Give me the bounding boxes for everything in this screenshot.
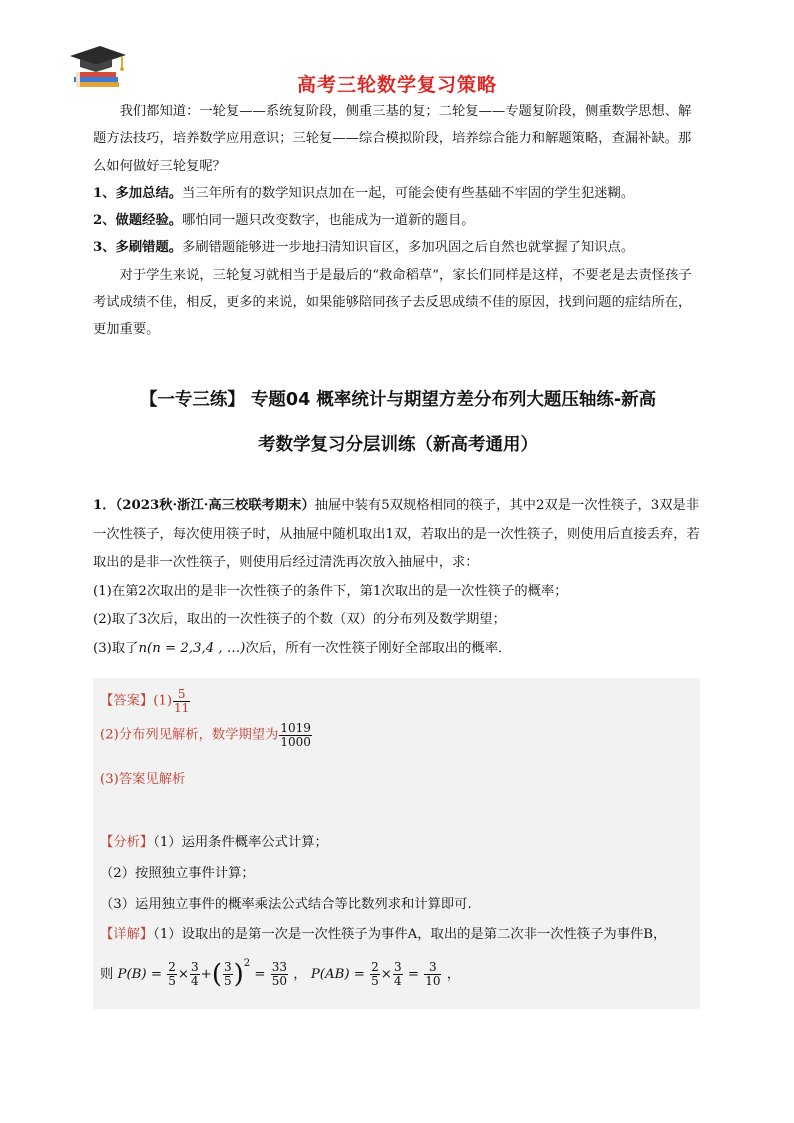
topic-heading-line: 考数学复习分层训练（新高考通用）: [258, 435, 538, 455]
intro-closing-paragraph: 对于学生来说，三轮复习就相当于是最后的“救命稻草”，家长们同样是这样，不要老是去责怪孩子考试成绩不佳，相反，更多的来说，如果能够陪同孩子去反思成绩不佳的原因，找到问题的症结所在，更加重要。: [93, 267, 692, 338]
intro-paragraph: 我们都知道：一轮复——系统复阶段，侧重三基的复；二轮复——专题复阶段，侧重数学思想、解题方法技巧，培养数学应用意识；三轮复——综合模拟阶段，培养综合能力和解题策略，查漏补缺。那么如何做好三轮复呢？: [93, 104, 692, 174]
tip-2: [93, 207, 703, 234]
formula-lead: 则: [100, 967, 114, 982]
formula-end: ，: [446, 967, 461, 982]
answer-3-text: (3)答案见解析: [100, 772, 186, 787]
question-part: (2)取了3次后，取出的一次性筷子的个数（双）的分布列及数学期望；: [93, 612, 506, 627]
tip-label: 2、做题经验。: [93, 213, 183, 229]
formula-fraction: $\frac{2}{5}$: [371, 960, 379, 988]
formula-fraction: $\frac{3}{4}$: [393, 960, 402, 988]
formula-plus: +: [200, 967, 212, 982]
formula-exponent: 2: [243, 958, 251, 969]
tip-3: [93, 234, 703, 261]
question-1: [93, 492, 703, 663]
intro-section: [93, 98, 703, 344]
formula-equals: =: [254, 967, 266, 982]
analysis-item: （1）运用条件概率公式计算；: [153, 835, 328, 850]
formula-pb: P(B) =: [117, 967, 162, 982]
part3-pre: (3)取了: [93, 640, 139, 656]
formula-fraction: $\frac{3}{4}$: [191, 960, 199, 988]
formula-fraction: $\frac{33}{50}$: [271, 960, 288, 988]
topic-heading: [93, 378, 703, 468]
page-title: 高考三轮数学复习策略: [296, 74, 497, 96]
tip-text: 当三年所有的数学知识点加在一起，可能会使有些基础不牢固的学生犯迷糊。: [182, 185, 635, 201]
formula-times: ×: [177, 967, 190, 982]
formula-fraction: $\frac{2}{5}$: [168, 960, 176, 988]
detail-text: （1）设取出的是第一次是一次性筷子为事件A，取出的是第二次非一次性筷子为事件B，: [153, 927, 667, 942]
part3-post: 次后，所有一次性筷子刚好全部取出的概率．: [245, 640, 512, 656]
formula-fraction: $\frac{3}{5}$: [223, 960, 232, 988]
analysis-label: 【分析】: [100, 835, 154, 850]
answer-box: [93, 678, 700, 1009]
answer-line-2: [100, 722, 313, 748]
tip-label: 1、多加总结。: [93, 185, 183, 201]
formula-separator: ，: [293, 967, 307, 982]
answer-2-text: (2)分布列见解析，数学期望为: [100, 727, 279, 743]
part3-math: n(n = 2,3,4 , …): [138, 640, 246, 656]
analysis-item: （3）运用独立事件的概率乘法公式结合等比数列求和计算即可.: [100, 897, 472, 912]
analysis-item: （2）按照独立事件计算；: [100, 866, 255, 881]
tip-label: 3、多刷错题。: [93, 240, 183, 256]
answer-1-fraction: $\frac{5}{11}$: [174, 687, 190, 715]
formula-fraction: $\frac{3}{10}$: [425, 960, 441, 988]
question-stem-text: 抽屉中装有5双规格相同的筷子，其中2双是一次性筷子，3双是非一次性筷子，每次使用筷子时，从抽屉中随机取出1双，若取出的是一次性筷子，则使用后直接丢弃，若取出的是非一次性筷子，则使用后经过清洗再次放入抽屉中，求：: [93, 498, 700, 570]
question-source: （2023秋·浙江·高三校联考期末）: [115, 498, 315, 513]
formula-pab: P(AB) =: [310, 967, 365, 982]
answer-1-prefix: (1): [153, 693, 173, 709]
answer-label: 【答案】: [100, 693, 154, 709]
answer-2-fraction: $\frac{1019}{1000}$: [280, 721, 311, 749]
question-part: (1)在第2次取出的是非一次性筷子的条件下，第1次取出的是一次性筷子的概率；: [93, 583, 568, 599]
detail-formula: [100, 958, 460, 990]
topic-heading-line: 【一专三练】 专题04 概率统计与期望方差分布列大题压轴练-新高: [139, 390, 657, 410]
question-stem: [93, 492, 703, 578]
analysis-line-1: [100, 831, 328, 850]
detail-line-1: [100, 923, 666, 942]
tip-text: 哪怕同一题只改变数字，也能成为一道新的题目。: [182, 213, 475, 229]
answer-line-1: [100, 688, 191, 714]
tip-text: 多刷错题能够进一步地扫清知识盲区，多加巩固之后自然也就掌握了知识点。: [182, 240, 635, 256]
formula-paren-close: ): [233, 959, 244, 990]
tip-1: [93, 180, 703, 207]
formula-times: ×: [380, 967, 392, 982]
formula-paren-open: (: [211, 959, 222, 990]
formula-equals: =: [407, 967, 419, 982]
detail-label: 【详解】: [100, 927, 154, 942]
question-part: [93, 635, 703, 664]
question-number: 1．: [93, 498, 116, 513]
